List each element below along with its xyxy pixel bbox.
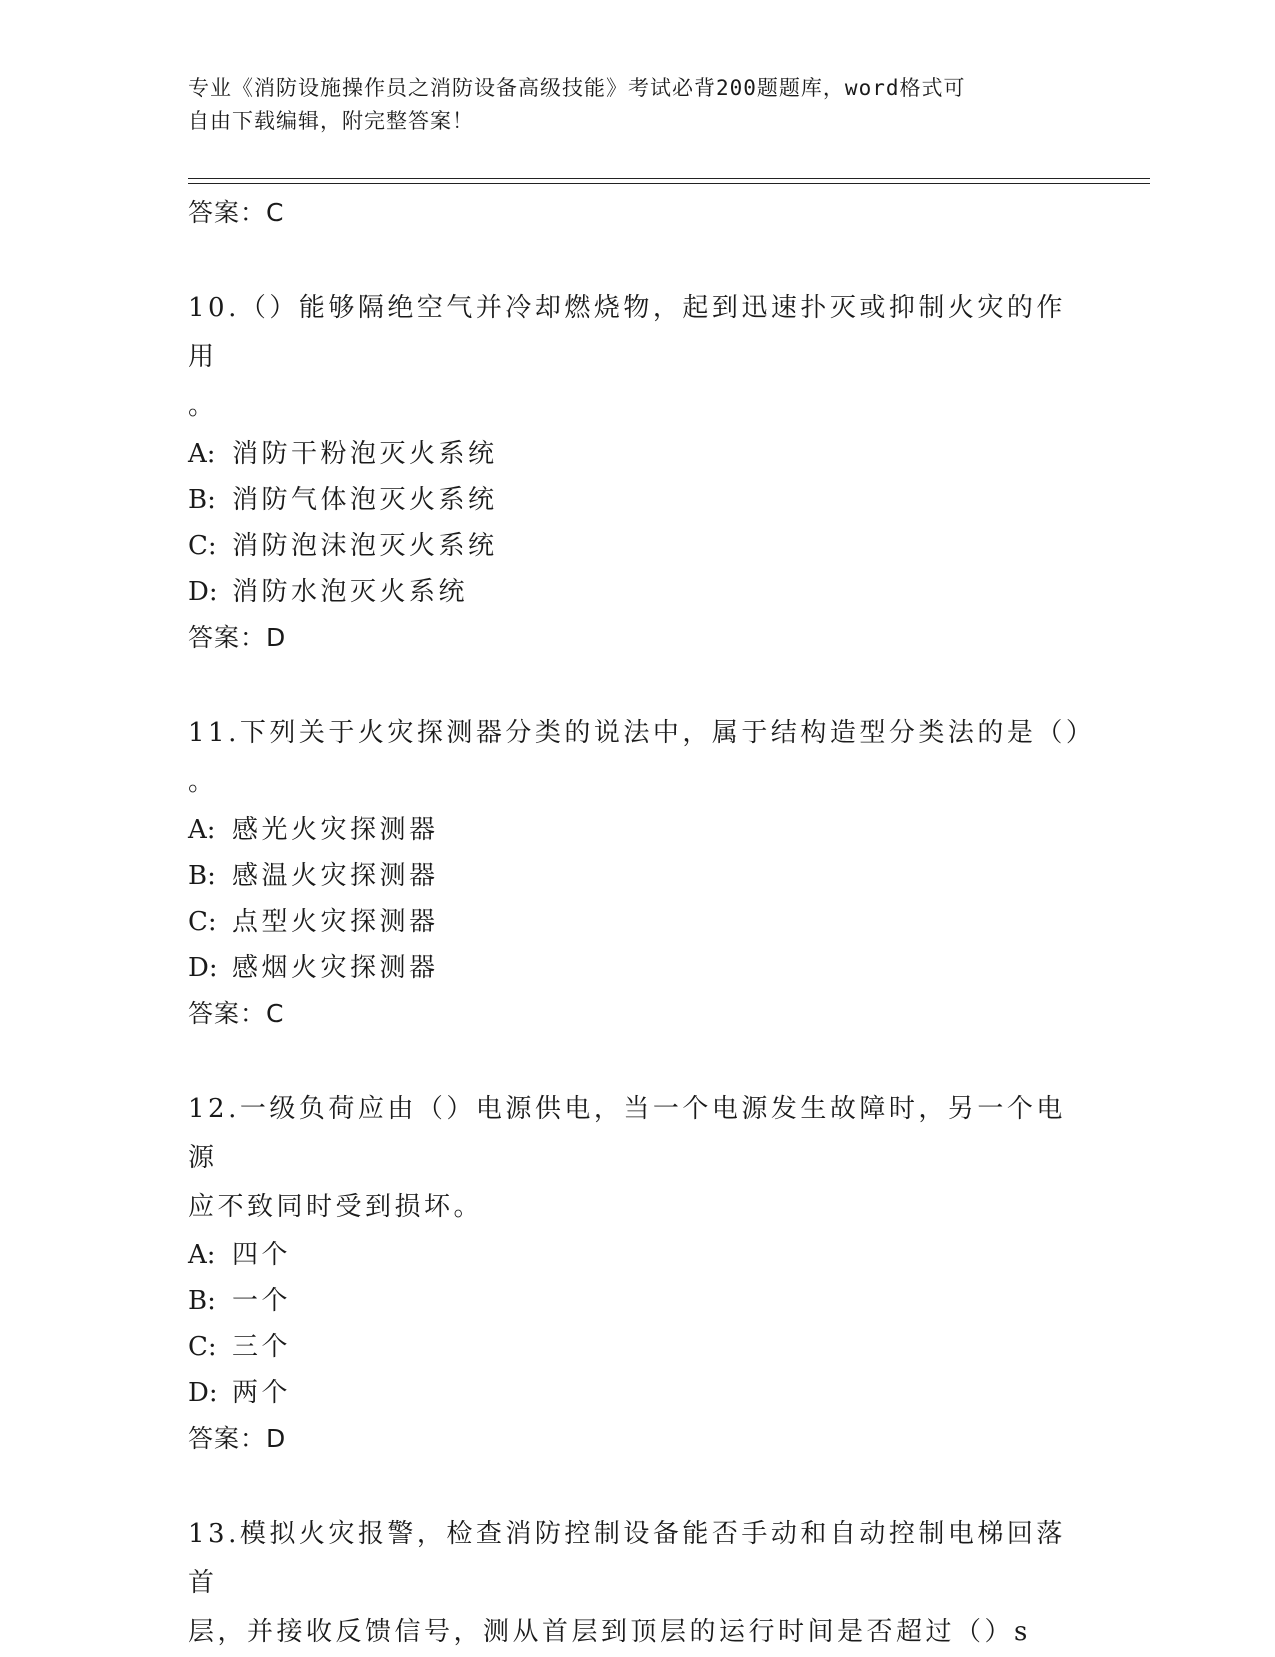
option-letter: C: (188, 907, 217, 937)
option-letter: B: (188, 485, 216, 515)
option-d (188, 945, 1088, 991)
option-text: 点型火灾探测器 (232, 907, 439, 937)
option-text: 消防干粉泡灭火系统 (232, 439, 498, 469)
option-letter: A: (188, 1240, 216, 1270)
question-12 (188, 1085, 1088, 1462)
question-stem (188, 709, 1096, 807)
header-divider-bottom (188, 183, 1150, 184)
option-d (188, 569, 1088, 615)
option-text: 三个 (232, 1332, 292, 1362)
question-stem (188, 284, 1088, 431)
option-letter: B: (188, 861, 216, 891)
option-text: 四个 (232, 1240, 292, 1270)
question-13 (188, 1510, 1088, 1657)
document-header (188, 72, 1068, 138)
option-c (188, 899, 1088, 945)
option-text: 一个 (232, 1286, 292, 1316)
option-letter: C: (188, 531, 217, 561)
option-letter: D: (188, 1378, 218, 1408)
option-text: 消防气体泡灭火系统 (232, 485, 498, 515)
question-stem-line: 。 (188, 767, 218, 797)
question-11 (188, 709, 1096, 1037)
option-letter: A: (188, 439, 216, 469)
question-stem-line: 层，并接收反馈信号，测从首层到顶层的运行时间是否超过（）s (188, 1617, 1031, 1647)
option-a (188, 807, 1088, 853)
option-letter: D: (188, 953, 218, 983)
option-letter: B: (188, 1286, 216, 1316)
option-c (188, 1324, 1088, 1370)
option-a (188, 431, 1088, 477)
option-text: 两个 (232, 1378, 292, 1408)
answer-line: 答案：D (188, 623, 287, 652)
question-stem-line: 13.模拟火灾报警，检查消防控制设备能否手动和自动控制电梯回落首 (188, 1519, 1066, 1598)
answer-line: 答案：D (188, 1424, 287, 1453)
question-stem-line: 10.（）能够隔绝空气并冷却燃烧物，起到迅速扑灭或抑制火灾的作用 (188, 293, 1066, 372)
header-line-2: 自由下载编辑，附完整答案！ (188, 109, 474, 133)
option-letter: A: (188, 815, 216, 845)
question-stem-line: 。 (188, 391, 218, 421)
question-stem-line: 12.一级负荷应由（）电源供电，当一个电源发生故障时，另一个电源 (188, 1094, 1066, 1173)
answer-line: 答案：C (188, 198, 285, 227)
question-stem (188, 1510, 1088, 1657)
option-letter: C: (188, 1332, 217, 1362)
header-line-1: 专业《消防设施操作员之消防设备高级技能》考试必背200题题库，word格式可 (188, 76, 966, 100)
option-b (188, 853, 1088, 899)
option-text: 消防泡沫泡灭火系统 (232, 531, 498, 561)
option-letter: D: (188, 577, 218, 607)
question-stem-line: 应不致同时受到损坏。 (188, 1192, 484, 1222)
option-text: 感温火灾探测器 (232, 861, 439, 891)
option-text: 感烟火灾探测器 (232, 953, 439, 983)
option-b (188, 1278, 1088, 1324)
question-stem (188, 1085, 1088, 1232)
question-10 (188, 284, 1088, 661)
option-text: 消防水泡灭火系统 (232, 577, 469, 607)
option-d (188, 1370, 1088, 1416)
header-divider-top (188, 178, 1150, 179)
option-text: 感光火灾探测器 (232, 815, 439, 845)
question-list (188, 190, 1096, 1657)
answer-line: 答案：C (188, 999, 285, 1028)
option-c (188, 523, 1088, 569)
option-b (188, 477, 1088, 523)
option-a (188, 1232, 1088, 1278)
question-stem-line: 11.下列关于火灾探测器分类的说法中，属于结构造型分类法的是（） (188, 718, 1096, 748)
